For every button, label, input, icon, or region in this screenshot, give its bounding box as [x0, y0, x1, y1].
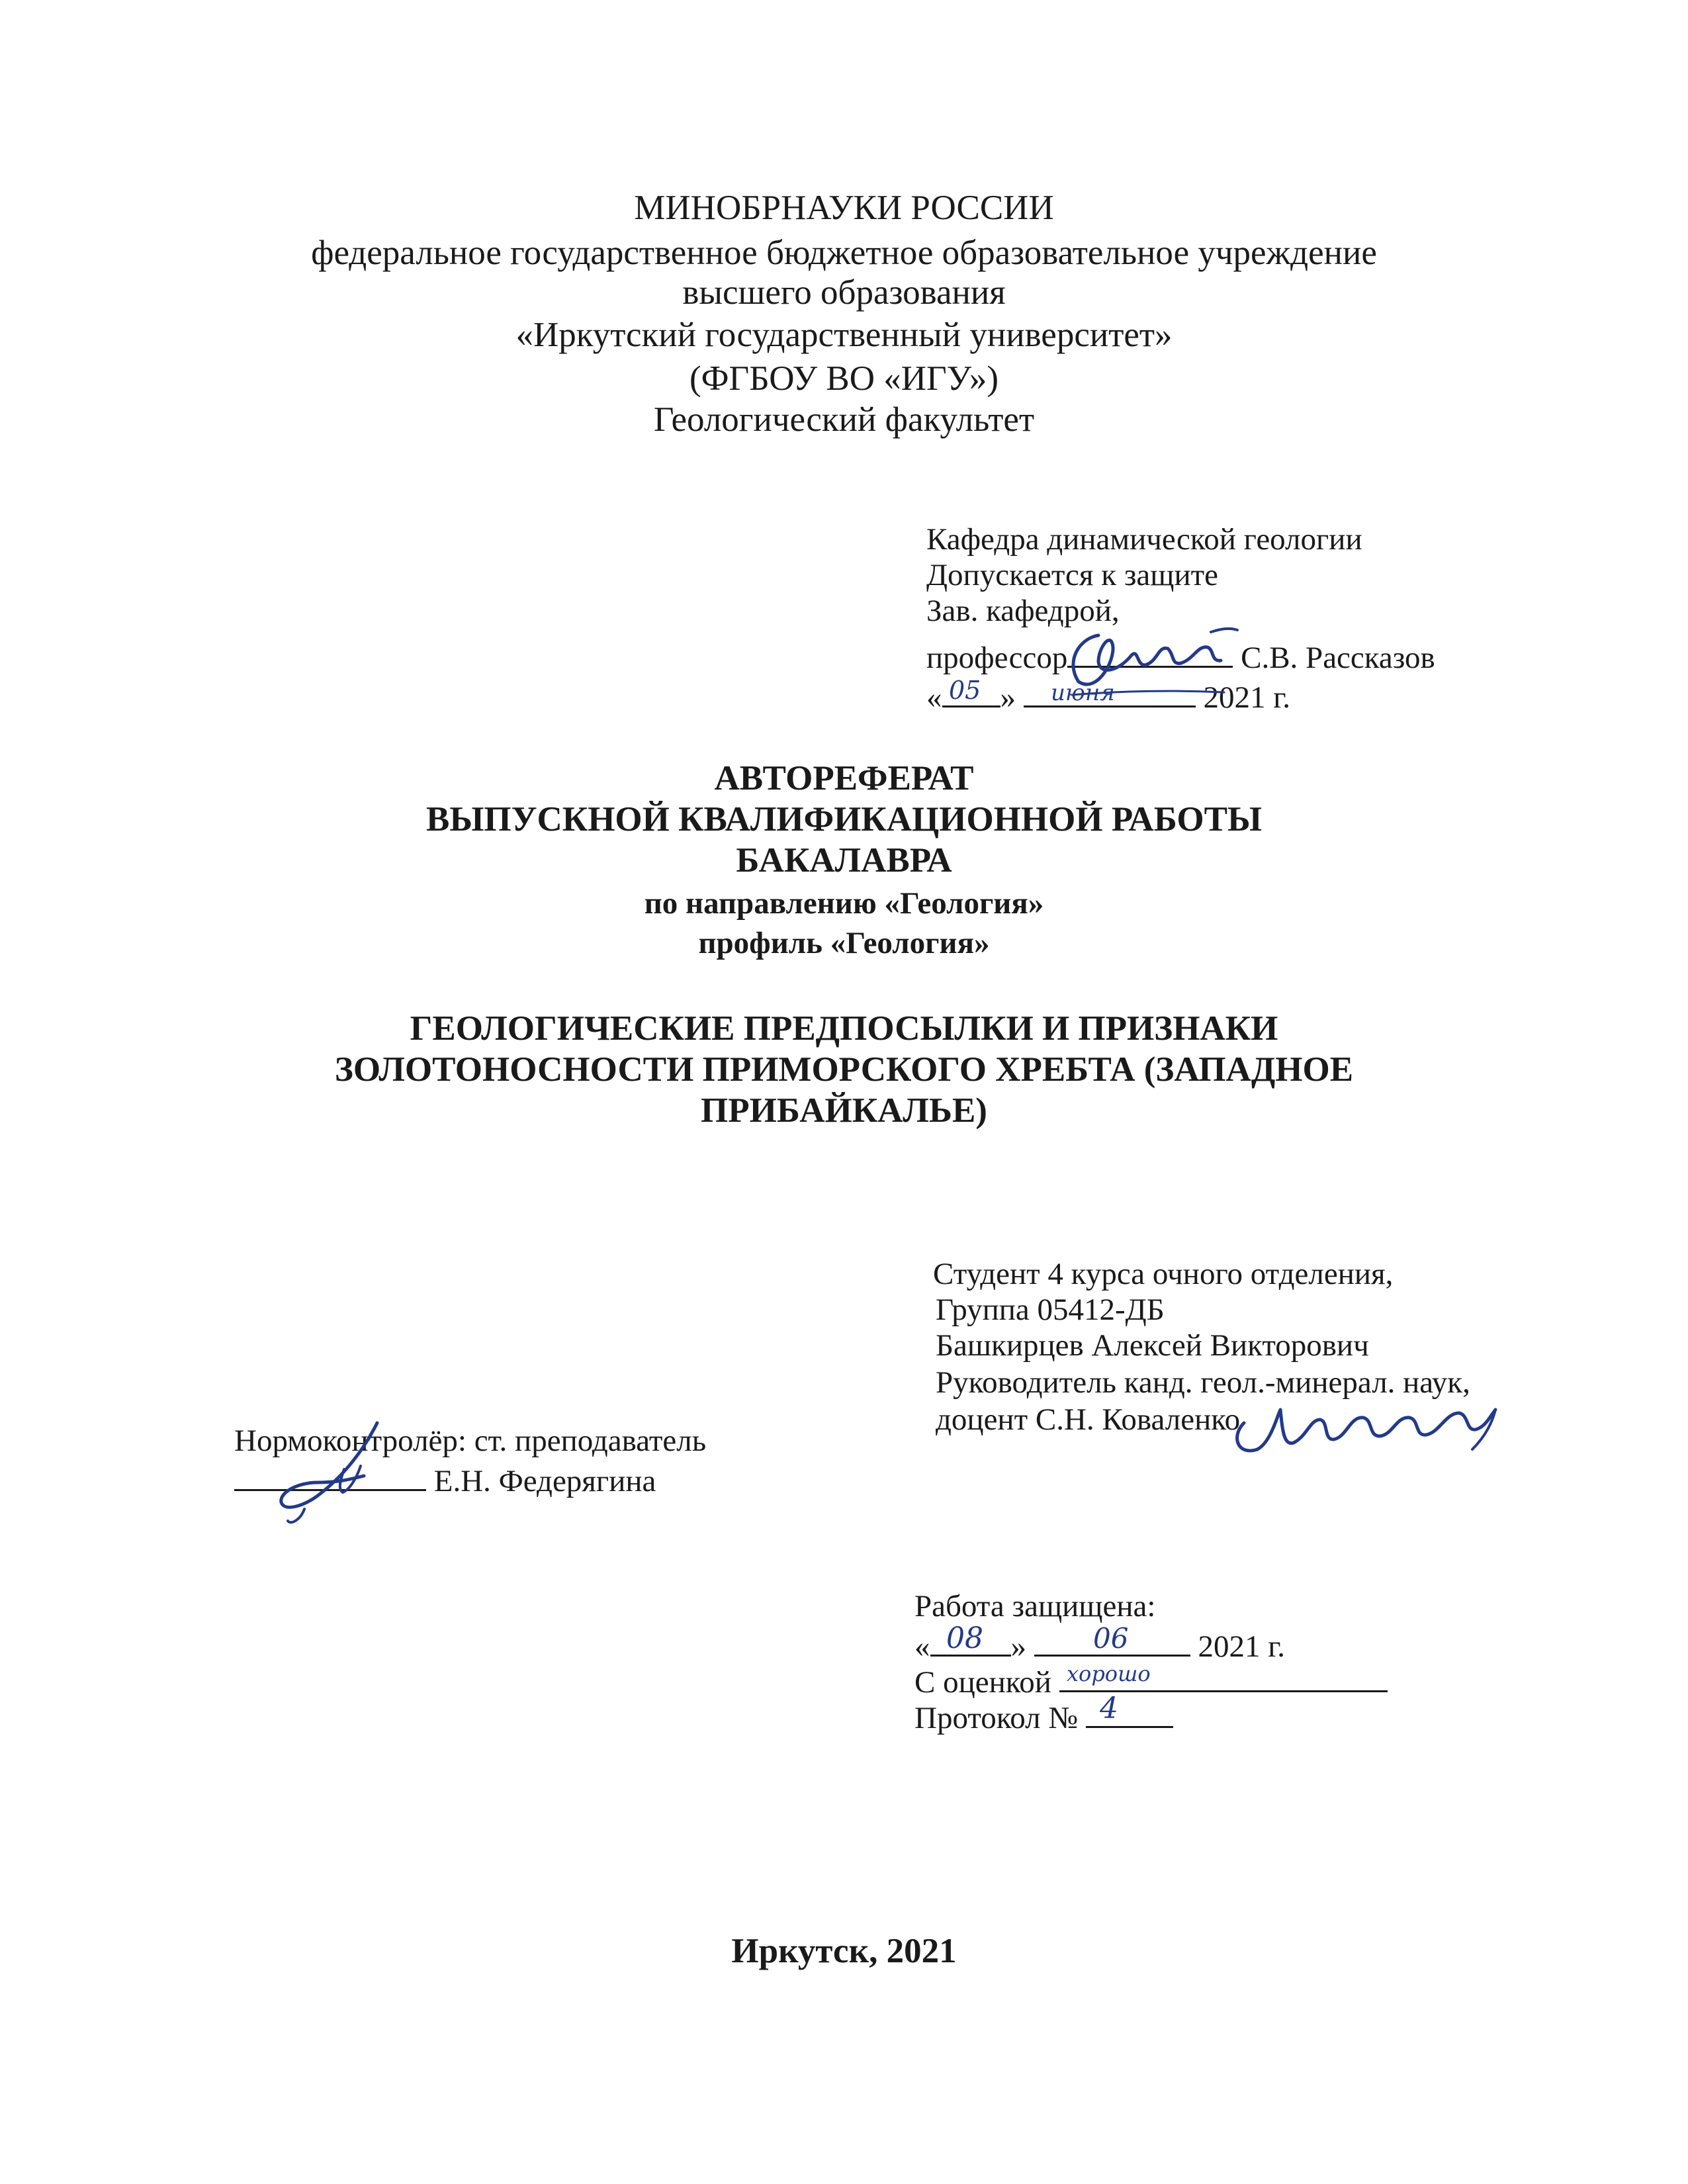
quote-open: «	[914, 1629, 930, 1664]
topic-line-1: ГЕОЛОГИЧЕСКИЕ ПРЕДПОСЫЛКИ И ПРИЗНАКИ	[410, 1009, 1278, 1048]
defense-handwriting	[914, 1615, 1378, 1747]
head-name: С.В. Рассказов	[1241, 641, 1435, 675]
handwritten-grade: хорошо	[1067, 1661, 1151, 1686]
topic-line-3: ПРИБАЙКАЛЬЕ)	[701, 1091, 987, 1130]
ministry-name: МИНОБРНАУКИ РОССИИ	[634, 189, 1054, 227]
handwritten-defense-month: 06	[1093, 1622, 1129, 1655]
professor-label: профессор	[926, 641, 1068, 675]
normcontrol-title: Нормоконтролёр: ст. преподаватель	[234, 1424, 707, 1458]
doc-type-subtitle: ВЫПУСКНОЙ КВАЛИФИКАЦИОННОЙ РАБОТЫ	[425, 800, 1263, 839]
supervisor-name: доцент С.Н. Коваленко	[936, 1402, 1241, 1437]
department-name: Кафедра динамической геологии	[926, 522, 1362, 557]
approval-date-handwriting	[932, 672, 1196, 712]
education-level: высшего образования	[682, 273, 1006, 312]
handwritten-month: июня	[1051, 680, 1115, 706]
university-abbreviation: (ФГБОУ ВО «ИГУ»)	[689, 359, 999, 398]
protocol-label: Протокол №	[914, 1701, 1079, 1735]
supervisor-signature	[1218, 1383, 1509, 1463]
quote-open: «	[926, 680, 942, 715]
defense-year: 2021 г.	[1198, 1629, 1285, 1664]
doc-type-title: АВТОРЕФЕРАТ	[714, 759, 974, 797]
study-direction: по направлению «Геология»	[644, 886, 1044, 921]
defense-label: Работа защищена:	[914, 1589, 1156, 1623]
quote-close: »	[1000, 680, 1016, 715]
student-group: Группа 05412-ДБ	[936, 1293, 1165, 1327]
handwritten-defense-day: 08	[946, 1621, 983, 1655]
institution-type: федеральное государственное бюджетное образовательное учреждение	[311, 234, 1377, 272]
normcontrol-name: Е.Н. Федерягина	[433, 1464, 656, 1498]
head-title: Зав. кафедрой,	[926, 594, 1120, 628]
topic-line-2: ЗОЛОТОНОСНОСТИ ПРИМОРСКОГО ХРЕБТА (ЗАПАДНОЕ	[334, 1050, 1354, 1089]
quote-close: »	[1010, 1629, 1026, 1664]
supervisor-title: Руководитель канд. геол.-минерал. наук,	[936, 1365, 1470, 1400]
grade-label: С оценкой	[914, 1665, 1051, 1700]
degree-title: БАКАЛАВРА	[736, 841, 952, 880]
handwritten-protocol-number: 4	[1100, 1692, 1118, 1725]
student-name: Башкирцев Алексей Викторович	[936, 1328, 1369, 1363]
student-course: Студент 4 курса очного отделения,	[933, 1257, 1394, 1291]
handwritten-day: 05	[949, 676, 981, 705]
study-profile: профиль «Геология»	[698, 926, 990, 960]
university-name: «Иркутский государственный университет»	[515, 316, 1173, 354]
city-year: Иркутск, 2021	[731, 1932, 957, 1970]
normcontrol-signature	[265, 1403, 423, 1535]
approval-year: 2021 г.	[1203, 680, 1290, 715]
faculty-name: Геологический факультет	[653, 400, 1035, 439]
admitted-label: Допускается к защите	[926, 558, 1219, 592]
